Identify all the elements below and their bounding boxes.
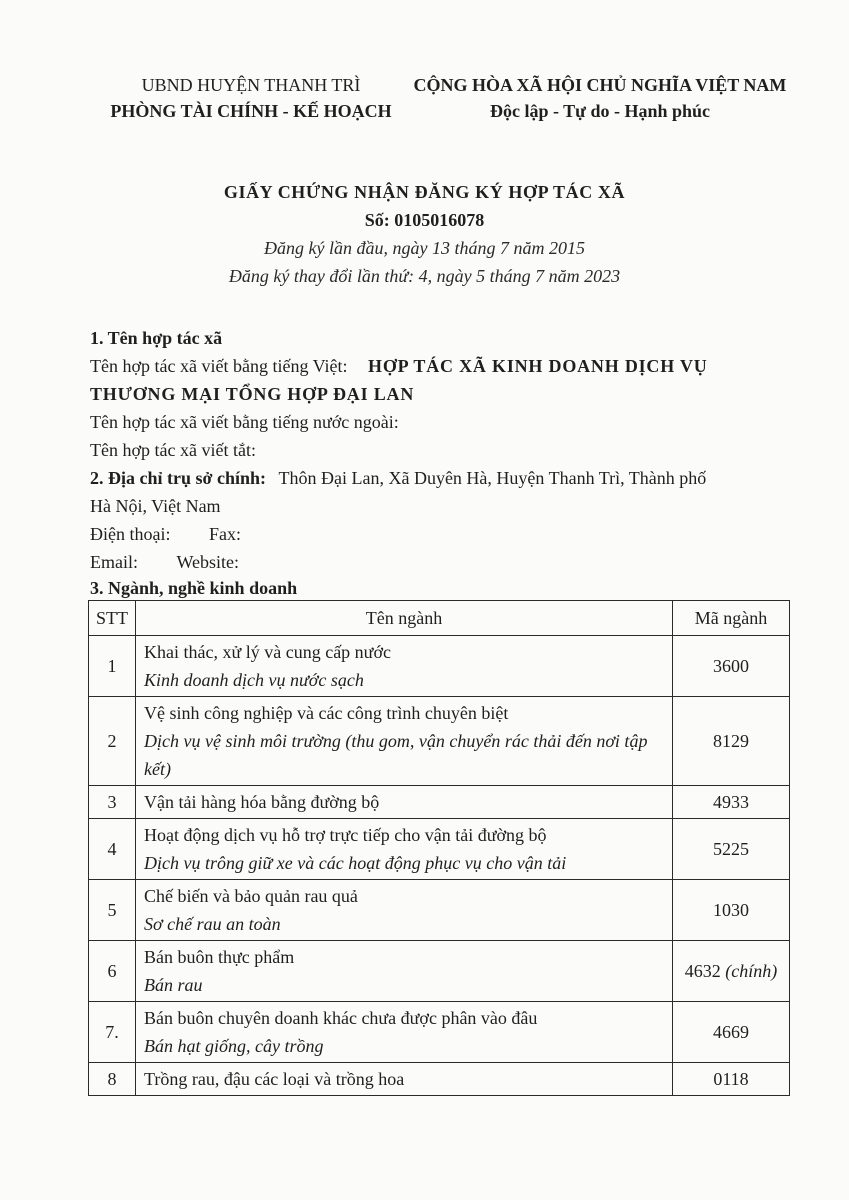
row-detail: Kinh doanh dịch vụ nước sạch: [144, 670, 364, 690]
section2-heading: 2. Địa chỉ trụ sở chính:: [90, 468, 266, 488]
row-code: 3600: [673, 636, 790, 697]
phone-fax-row: [90, 520, 241, 548]
national-title: CỘNG HÒA XÃ HỘI CHỦ NGHĨA VIỆT NAM: [413, 75, 787, 95]
email-label: Email:: [90, 552, 138, 572]
row-name: Vận tải hàng hóa bằng đường bộ: [144, 792, 380, 812]
certificate-title-block: [0, 178, 849, 290]
row-name-cell: [136, 697, 673, 786]
table-row: [89, 786, 790, 819]
row-stt: 6: [89, 941, 136, 1002]
business-lines-table: [88, 600, 790, 1096]
row-name: Trồng rau, đậu các loại và trồng hoa: [144, 1069, 405, 1089]
row-name-cell: [136, 1063, 673, 1096]
column-header-name: Tên ngành: [136, 601, 673, 636]
column-header-stt: STT: [89, 601, 136, 636]
vi-name-row: [90, 352, 708, 380]
row-stt: 8: [89, 1063, 136, 1096]
row-detail: Bán rau: [144, 975, 203, 995]
table-row: [89, 697, 790, 786]
change-registration-date: Đăng ký thay đổi lần thứ: 4, ngày 5 tháng 7 năm 2023: [228, 266, 621, 286]
row-name-cell: [136, 786, 673, 819]
first-registration-date: Đăng ký lần đầu, ngày 13 tháng 7 năm 2015: [264, 238, 585, 258]
row-code-note: (chính): [725, 960, 778, 981]
row-code: 1030: [673, 880, 790, 941]
section3-heading: 3. Ngành, nghề kinh doanh: [90, 578, 298, 598]
row-detail: Dịch vụ vệ sinh môi trường (thu gom, vận chuyển rác thải đến nơi tập kết): [144, 731, 648, 779]
row-name-cell: [136, 941, 673, 1002]
row-code: 4669: [673, 1002, 790, 1063]
table-row: [89, 819, 790, 880]
row-name-cell: [136, 819, 673, 880]
phone-label: Điện thoại:: [90, 524, 171, 544]
address-row: [90, 464, 706, 492]
row-name: Vệ sinh công nghiệp và các công trình chuyên biệt: [144, 703, 509, 723]
issuer-department: PHÒNG TÀI CHÍNH - KẾ HOẠCH: [110, 101, 392, 121]
row-detail: Sơ chế rau an toàn: [144, 914, 281, 934]
foreign-name-label: Tên hợp tác xã viết bằng tiếng nước ngoài:: [90, 412, 399, 432]
row-name: Hoạt động dịch vụ hỗ trợ trực tiếp cho vận tải đường bộ: [144, 825, 547, 845]
row-stt: 7.: [89, 1002, 136, 1063]
row-stt: 4: [89, 819, 136, 880]
website-label: Website:: [176, 552, 240, 572]
address-line1: Thôn Đại Lan, Xã Duyên Hà, Huyện Thanh Trì, Thành phố: [278, 468, 707, 488]
row-code: 0118: [673, 1063, 790, 1096]
row-name: Bán buôn chuyên doanh khác chưa được phân vào đâu: [144, 1008, 538, 1028]
vi-name-label: Tên hợp tác xã viết bằng tiếng Việt:: [90, 356, 348, 376]
row-name: Khai thác, xử lý và cung cấp nước: [144, 642, 391, 662]
address-line2: Hà Nội, Việt Nam: [90, 496, 221, 516]
table-row: [89, 1002, 790, 1063]
row-stt: 3: [89, 786, 136, 819]
row-name-cell: [136, 1002, 673, 1063]
table-row: [89, 880, 790, 941]
vi-name-line1: HỢP TÁC XÃ KINH DOANH DỊCH VỤ: [368, 356, 708, 376]
row-code: 4632: [684, 960, 721, 981]
issuer-header: [96, 72, 406, 124]
row-detail: Dịch vụ trông giữ xe và các hoạt động phục vụ cho vận tải: [144, 853, 567, 873]
row-code: 5225: [673, 819, 790, 880]
email-website-row: [90, 548, 239, 576]
row-name-cell: [136, 880, 673, 941]
table-row: [89, 1063, 790, 1096]
short-name-label: Tên hợp tác xã viết tắt:: [90, 440, 256, 460]
national-motto: Độc lập - Tự do - Hạnh phúc: [489, 101, 711, 121]
issuer-district: UBND HUYỆN THANH TRÌ: [141, 75, 361, 95]
row-name: Bán buôn thực phẩm: [144, 947, 295, 967]
row-code: 8129: [673, 697, 790, 786]
row-name: Chế biến và bảo quản rau quả: [144, 886, 358, 906]
row-code-cell: [673, 941, 790, 1002]
row-detail: Bán hạt giống, cây trồng: [144, 1036, 324, 1056]
vi-name-line2: THƯƠNG MẠI TỔNG HỢP ĐẠI LAN: [90, 384, 415, 404]
column-header-code: Mã ngành: [673, 601, 790, 636]
row-stt: 5: [89, 880, 136, 941]
table-header-row: [89, 601, 790, 636]
section1-heading: 1. Tên hợp tác xã: [90, 328, 223, 348]
row-stt: 2: [89, 697, 136, 786]
table-row: [89, 636, 790, 697]
certificate-number: Số: 0105016078: [364, 210, 485, 230]
row-stt: 1: [89, 636, 136, 697]
certificate-title: GIẤY CHỨNG NHẬN ĐĂNG KÝ HỢP TÁC XÃ: [223, 182, 626, 202]
national-header: [405, 72, 795, 124]
row-code: 4933: [673, 786, 790, 819]
fax-label: Fax:: [208, 524, 241, 544]
table-row: [89, 941, 790, 1002]
row-name-cell: [136, 636, 673, 697]
